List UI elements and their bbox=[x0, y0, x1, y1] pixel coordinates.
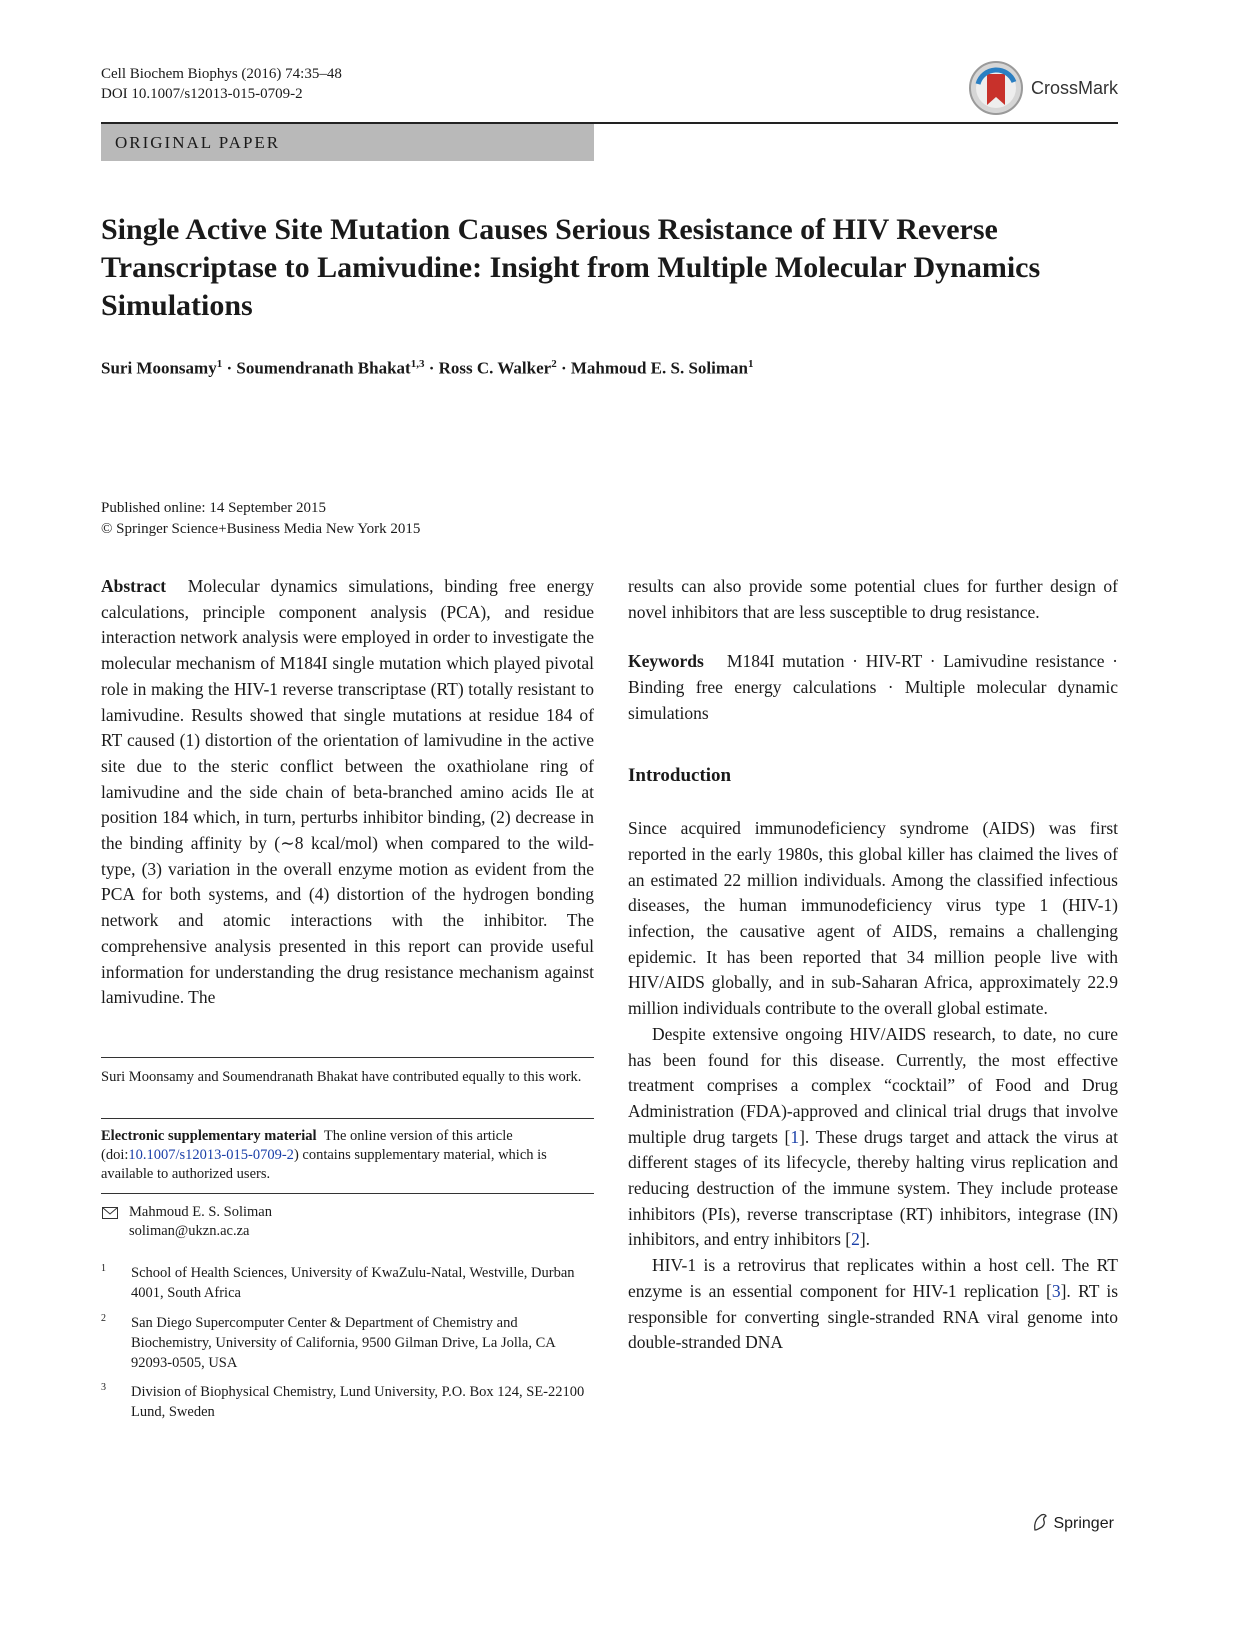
keywords-text: M184I mutation · HIV-RT · Lamivudine resistance · Binding free energy calculations · Multiple molecular dynamic simulations bbox=[628, 651, 1118, 723]
supplementary-note bbox=[101, 1127, 594, 1184]
keywords-heading: Keywords bbox=[628, 651, 704, 672]
journal-line: Cell Biochem Biophys (2016) 74:35–48 bbox=[101, 66, 342, 82]
abstract-continuation: results can also provide some potential clues for further design of novel inhibitors that are less susceptible to drug resistance. bbox=[628, 576, 1118, 622]
introduction-heading: Introduction bbox=[628, 764, 732, 786]
envelope-icon bbox=[102, 1207, 118, 1219]
affiliation-number: 2 bbox=[101, 1313, 106, 1324]
abstract-left bbox=[101, 574, 594, 1011]
author-affiliation-mark: 1 bbox=[748, 358, 754, 370]
crossmark-icon bbox=[968, 60, 1024, 116]
author-list bbox=[101, 358, 754, 379]
footnote-rule bbox=[101, 1118, 594, 1119]
crossmark-label: CrossMark bbox=[1031, 78, 1119, 98]
keywords-block bbox=[628, 649, 1118, 726]
intro-paragraph bbox=[628, 1253, 1118, 1356]
author-name: Mahmoud E. S. Soliman bbox=[570, 358, 748, 378]
journal-citation bbox=[101, 64, 342, 104]
intro-text: ]. These drugs target and attack the virus at different stages of its lifecycle, thereby halting virus replication and reducing destruction of the immune system. They include protease inhibitors (PIs), reverse transcriptase (RT) inhibitors, integrase (IN) inhibitors, and entry inhibitors [ bbox=[628, 1126, 1118, 1250]
crossmark-badge[interactable] bbox=[968, 60, 1118, 116]
citation-link[interactable]: 2 bbox=[851, 1229, 860, 1250]
affiliation-number: 3 bbox=[101, 1382, 106, 1393]
esm-text: The online version of this article (doi: bbox=[101, 1128, 513, 1163]
intro-text: ]. bbox=[859, 1229, 871, 1250]
publication-info bbox=[101, 498, 420, 540]
footnote-rule bbox=[101, 1193, 594, 1194]
right-column bbox=[628, 574, 1118, 1356]
affiliation-text: School of Health Sciences, University of KwaZulu-Natal, Westville, Durban 4001, South Africa bbox=[131, 1265, 575, 1301]
correspondence-name: Mahmoud E. S. Soliman bbox=[129, 1204, 272, 1220]
doi-line: DOI 10.1007/s12013-015-0709-2 bbox=[101, 86, 303, 102]
author-separator: · bbox=[556, 358, 571, 378]
author-separator: · bbox=[222, 358, 237, 378]
author-separator: · bbox=[424, 358, 439, 378]
springer-horse-icon bbox=[1031, 1512, 1049, 1532]
copyright-line: © Springer Science+Business Media New York 2015 bbox=[101, 521, 421, 537]
esm-heading: Electronic supplementary material bbox=[101, 1128, 317, 1144]
author-name: Suri Moonsamy bbox=[101, 358, 217, 378]
intro-text: Despite extensive ongoing HIV/AIDS research, to date, no cure has been found for this disease. Currently, the most effective treatment comprises a complex “cocktail” of Food and Drug Administration (FDA)-approved and clinical trial drugs that involve multiple drug targets [ bbox=[628, 1023, 1118, 1147]
affiliation-text: San Diego Supercomputer Center & Department of Chemistry and Biochemistry, University of California, 9500 Gilman Drive, La Jolla, CA 92093-0505, USA bbox=[131, 1315, 555, 1371]
correspondence-email[interactable]: soliman@ukzn.ac.za bbox=[129, 1223, 250, 1239]
publisher-logo bbox=[1031, 1512, 1114, 1533]
author-name: Ross C. Walker bbox=[438, 358, 552, 378]
intro-paragraph: Since acquired immunodeficiency syndrome (AIDS) was first reported in the early 1980s, this global killer has claimed the lives of an estimated 22 million individuals. Among the classified infectious diseases, the human immunodeficiency virus type 1 (HIV-1) infection, the causative agent of AIDS, remains a challenging epidemic. It has been reported that 34 million people live with HIV/AIDS globally, and in sub-Saharan Africa, approximately 22.9 million individuals contribute to the overall global estimate. bbox=[628, 818, 1118, 1019]
author-affiliation-mark: 1 bbox=[216, 358, 223, 370]
esm-text: ) contains supplementary material, which is available to authorized users. bbox=[101, 1147, 547, 1182]
publisher-name: Springer bbox=[1053, 1515, 1114, 1532]
intro-text: HIV-1 is a retrovirus that replicates within a host cell. The RT enzyme is an essential component for HIV-1 replication [ bbox=[628, 1255, 1118, 1301]
footnote-rule bbox=[101, 1057, 594, 1058]
equal-contribution-note: Suri Moonsamy and Soumendranath Bhakat have contributed equally to this work. bbox=[101, 1069, 582, 1085]
citation-link[interactable]: 1 bbox=[790, 1126, 800, 1147]
intro-paragraph bbox=[628, 1022, 1118, 1253]
author-name: Soumendranath Bhakat bbox=[236, 358, 411, 378]
correspondence bbox=[101, 1203, 594, 1241]
paper-type-banner: ORIGINAL PAPER bbox=[101, 124, 594, 161]
esm-doi-link[interactable]: 10.1007/s12013-015-0709-2 bbox=[128, 1147, 294, 1163]
affiliation-text: Division of Biophysical Chemistry, Lund University, P.O. Box 124, SE-22100 Lund, Sweden bbox=[131, 1384, 585, 1420]
affiliation-number: 1 bbox=[101, 1263, 106, 1274]
published-date: Published online: 14 September 2015 bbox=[101, 500, 326, 516]
citation-link[interactable]: 3 bbox=[1051, 1280, 1061, 1301]
author-affiliation-mark: 2 bbox=[551, 358, 557, 370]
paper-title: Single Active Site Mutation Causes Serious Resistance of HIV Reverse Transcriptase to Lamivudine: Insight from Multiple Molecular Dynamics Simulations bbox=[101, 213, 1041, 322]
abstract-heading: Abstract bbox=[101, 576, 167, 596]
author-affiliation-mark: 1,3 bbox=[410, 358, 425, 370]
abstract-text: Molecular dynamics simulations, binding free energy calculations, principle component analysis (PCA), and residue interaction network analysis were employed in order to investigate the molecular mechanism of M184I single mutation which played pivotal role in making the HIV-1 reverse transcriptase (RT) totally resistant to lamivudine. Results showed that single mutations at residue 184 of RT caused (1) distortion of the orientation of lamivudine in the active site due to the steric conflict between the oxathiolane ring of lamivudine and the side chain of beta-branched amino acids Ile at position 184 which, in turn, perturbs inhibitor binding, (2) decrease in the binding affinity by (∼8 kcal/mol) when compared to the wild-type, (3) variation in the overall enzyme motion as evident from the PCA for both systems, and (4) distortion of the hydrogen bonding network and atomic interactions with the inhibitor. The comprehensive analysis presented in this report can provide useful information for understanding the drug resistance mechanism against lamivudine. The bbox=[101, 576, 594, 1008]
intro-text: ]. RT is responsible for converting single-stranded RNA viral genome into double-stranded DNA bbox=[628, 1280, 1119, 1353]
